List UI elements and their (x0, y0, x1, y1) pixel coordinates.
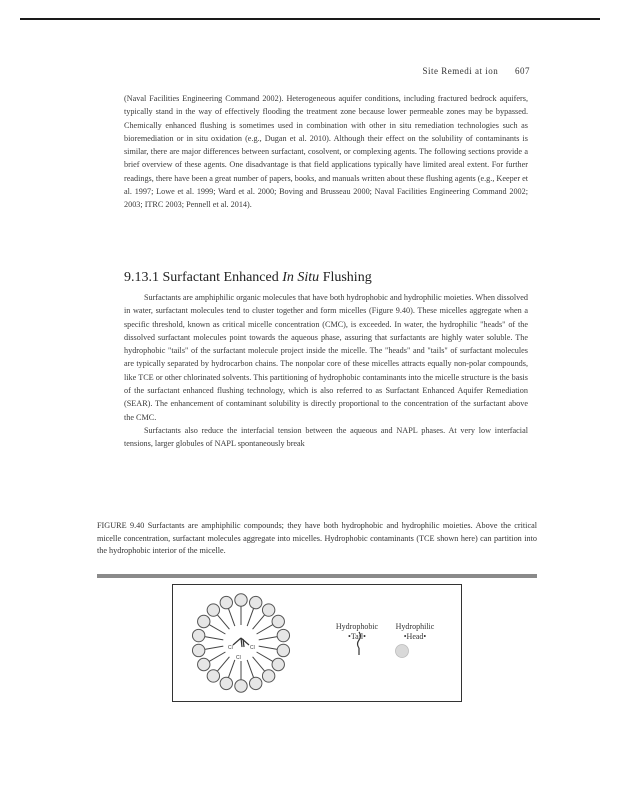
surfactant-tail (217, 657, 229, 671)
surfactant-head (250, 596, 262, 608)
surfactant-tail (253, 615, 265, 629)
section-title-end: Flushing (322, 270, 372, 285)
legend-hydrophilic-label: Hydrophilic (395, 622, 435, 631)
surfactant-tail (228, 660, 234, 678)
surfactant-head (277, 644, 289, 656)
surfactant-tail (253, 657, 265, 671)
surfactant-tail (209, 625, 225, 634)
surfactant-head (262, 670, 274, 682)
surfactant-tail (257, 625, 273, 634)
surfactant-tail (259, 646, 278, 649)
figure-caption (97, 520, 537, 558)
page-number: 607 (515, 66, 530, 76)
caption-rule (97, 574, 537, 578)
surfactant-head (250, 677, 262, 689)
surfactant-head (192, 644, 204, 656)
section-title-italic: In Situ (282, 270, 320, 285)
surfactant-head (207, 604, 219, 616)
figure-caption-text: Surfactants are amphiphilic compounds; they have both hydrophobic and hydrophilic moieties. Above the critical micelle concentration, surfactant molecules aggregate into micelles. Hydrophobic contaminants (TCE shown here) can partition into the hydrophobic interior of the micelle. (97, 521, 538, 556)
surfactant-head (198, 658, 210, 670)
tce-molecule-icon (228, 638, 255, 661)
surfactant-tail (257, 652, 273, 661)
top-rule (20, 18, 600, 20)
micelle-figure (172, 584, 462, 702)
surfactant-tail (205, 637, 224, 640)
surfactant-head (235, 680, 247, 692)
legend-hydrophilic (385, 622, 445, 642)
figure-label: FIGURE 9.40 (97, 521, 145, 530)
surfactant-tail (205, 646, 224, 649)
section-number: 9.13.1 (124, 270, 159, 285)
surfactant-head (207, 670, 219, 682)
body-text-block (124, 291, 528, 451)
surfactant-head (277, 629, 289, 641)
svg-text:Cl: Cl (250, 645, 255, 651)
surfactant-tail (259, 637, 278, 640)
legend-hydrophobic (321, 622, 393, 642)
legend-tail-label: •Tail• (348, 632, 366, 641)
surfactant-tail (228, 608, 234, 626)
micelle-diagram (173, 585, 461, 701)
surfactant-head (198, 615, 210, 627)
legend-head-label: •Head• (403, 632, 427, 641)
surfactant-tail (247, 660, 253, 678)
legend-head-icon (396, 645, 409, 658)
surfactant-head (272, 658, 284, 670)
legend-hydrophobic-label: Hydrophobic (335, 622, 379, 631)
surfactant-head (235, 594, 247, 606)
svg-text:Cl: Cl (228, 645, 233, 651)
intro-paragraph: (Naval Facilities Engineering Command 2002). Heterogeneous aquifer conditions, including fractured bedrock aquifers, typically stand in the way of effectively flooding the treatment zone because lower permeable zones may be bypassed. Chemically enhanced flushing is sometimes used in combination with other in situ remediation technologies such as bioremediation or in situ oxidation (e.g., Dugan et al. 2010). Although their effect on the solubility of contaminants is similar, there are major differences between surfactant, cosolvent, or complexing agents. The following sections provide a brief overview of these agents. One disadvantage is that field applications typically have limited areal extent. For further readings, there have been a great number of papers, books, and manuals written about these flushing agents (e.g., Keeper et al. 1997; Lowe et al. 1999; Ward et al. 2000; Boving and Brusseau 2000; Naval Facilities Engineering Command 2002; 2003; ITRC 2003; Pennell et al. 2014). (124, 94, 529, 210)
surfactant-head (220, 677, 232, 689)
running-title: Site Remedi at ion (422, 66, 499, 76)
surfactant-head (192, 629, 204, 641)
surfactant-head (262, 604, 274, 616)
surfactant-head (220, 596, 232, 608)
section-title-start: Surfactant Enhanced (162, 270, 279, 285)
tce-cl-label: Cl (236, 655, 241, 661)
running-head (423, 66, 531, 76)
section-heading (124, 270, 544, 286)
body-paragraph-2: Surfactants also reduce the interfacial tension between the aqueous and NAPL phases. At very low interfacial tensions, larger globules of NAPL spontaneously break (124, 425, 528, 449)
surfactant-tail (247, 608, 253, 626)
body-paragraph-1: Surfactants are amphiphilic organic molecules that have both hydrophobic and hydrophilic moieties. When dissolved in water, surfactant molecules tend to cluster together and form micelles (Figure 9.40). These micelles aggregate when a specific threshold, known as critical micelle concentration (CMC), is exceeded. In water, the hydrophilic "heads" of the dissolved surfactant molecules point towards the aqueous phase, assuring that surfactants are highly water soluble. The hydrophobic "tails" of the surfactant molecule project inside the micelle. The "heads" and "tails" of surfactant molecules are typically separated by hydrocarbon chains. The nonpolar core of these micelles attracts equally non-polar compounds, like TCE or other chlorinated solvents. This partitioning of hydrophobic contaminants into the micelle structure is the basis of the surfactant enhanced flushing technology, which is also referred to as Surfactant Enhanced Aquifer Remediation (SEAR). The enhancement of contaminant solubility is directly proportional to the concentration of the surfactant above the CMC. (124, 293, 528, 422)
surfactant-head (272, 615, 284, 627)
intro-paragraph-block (124, 92, 528, 212)
surfactant-tail (217, 615, 229, 629)
surfactant-tail (209, 652, 225, 661)
